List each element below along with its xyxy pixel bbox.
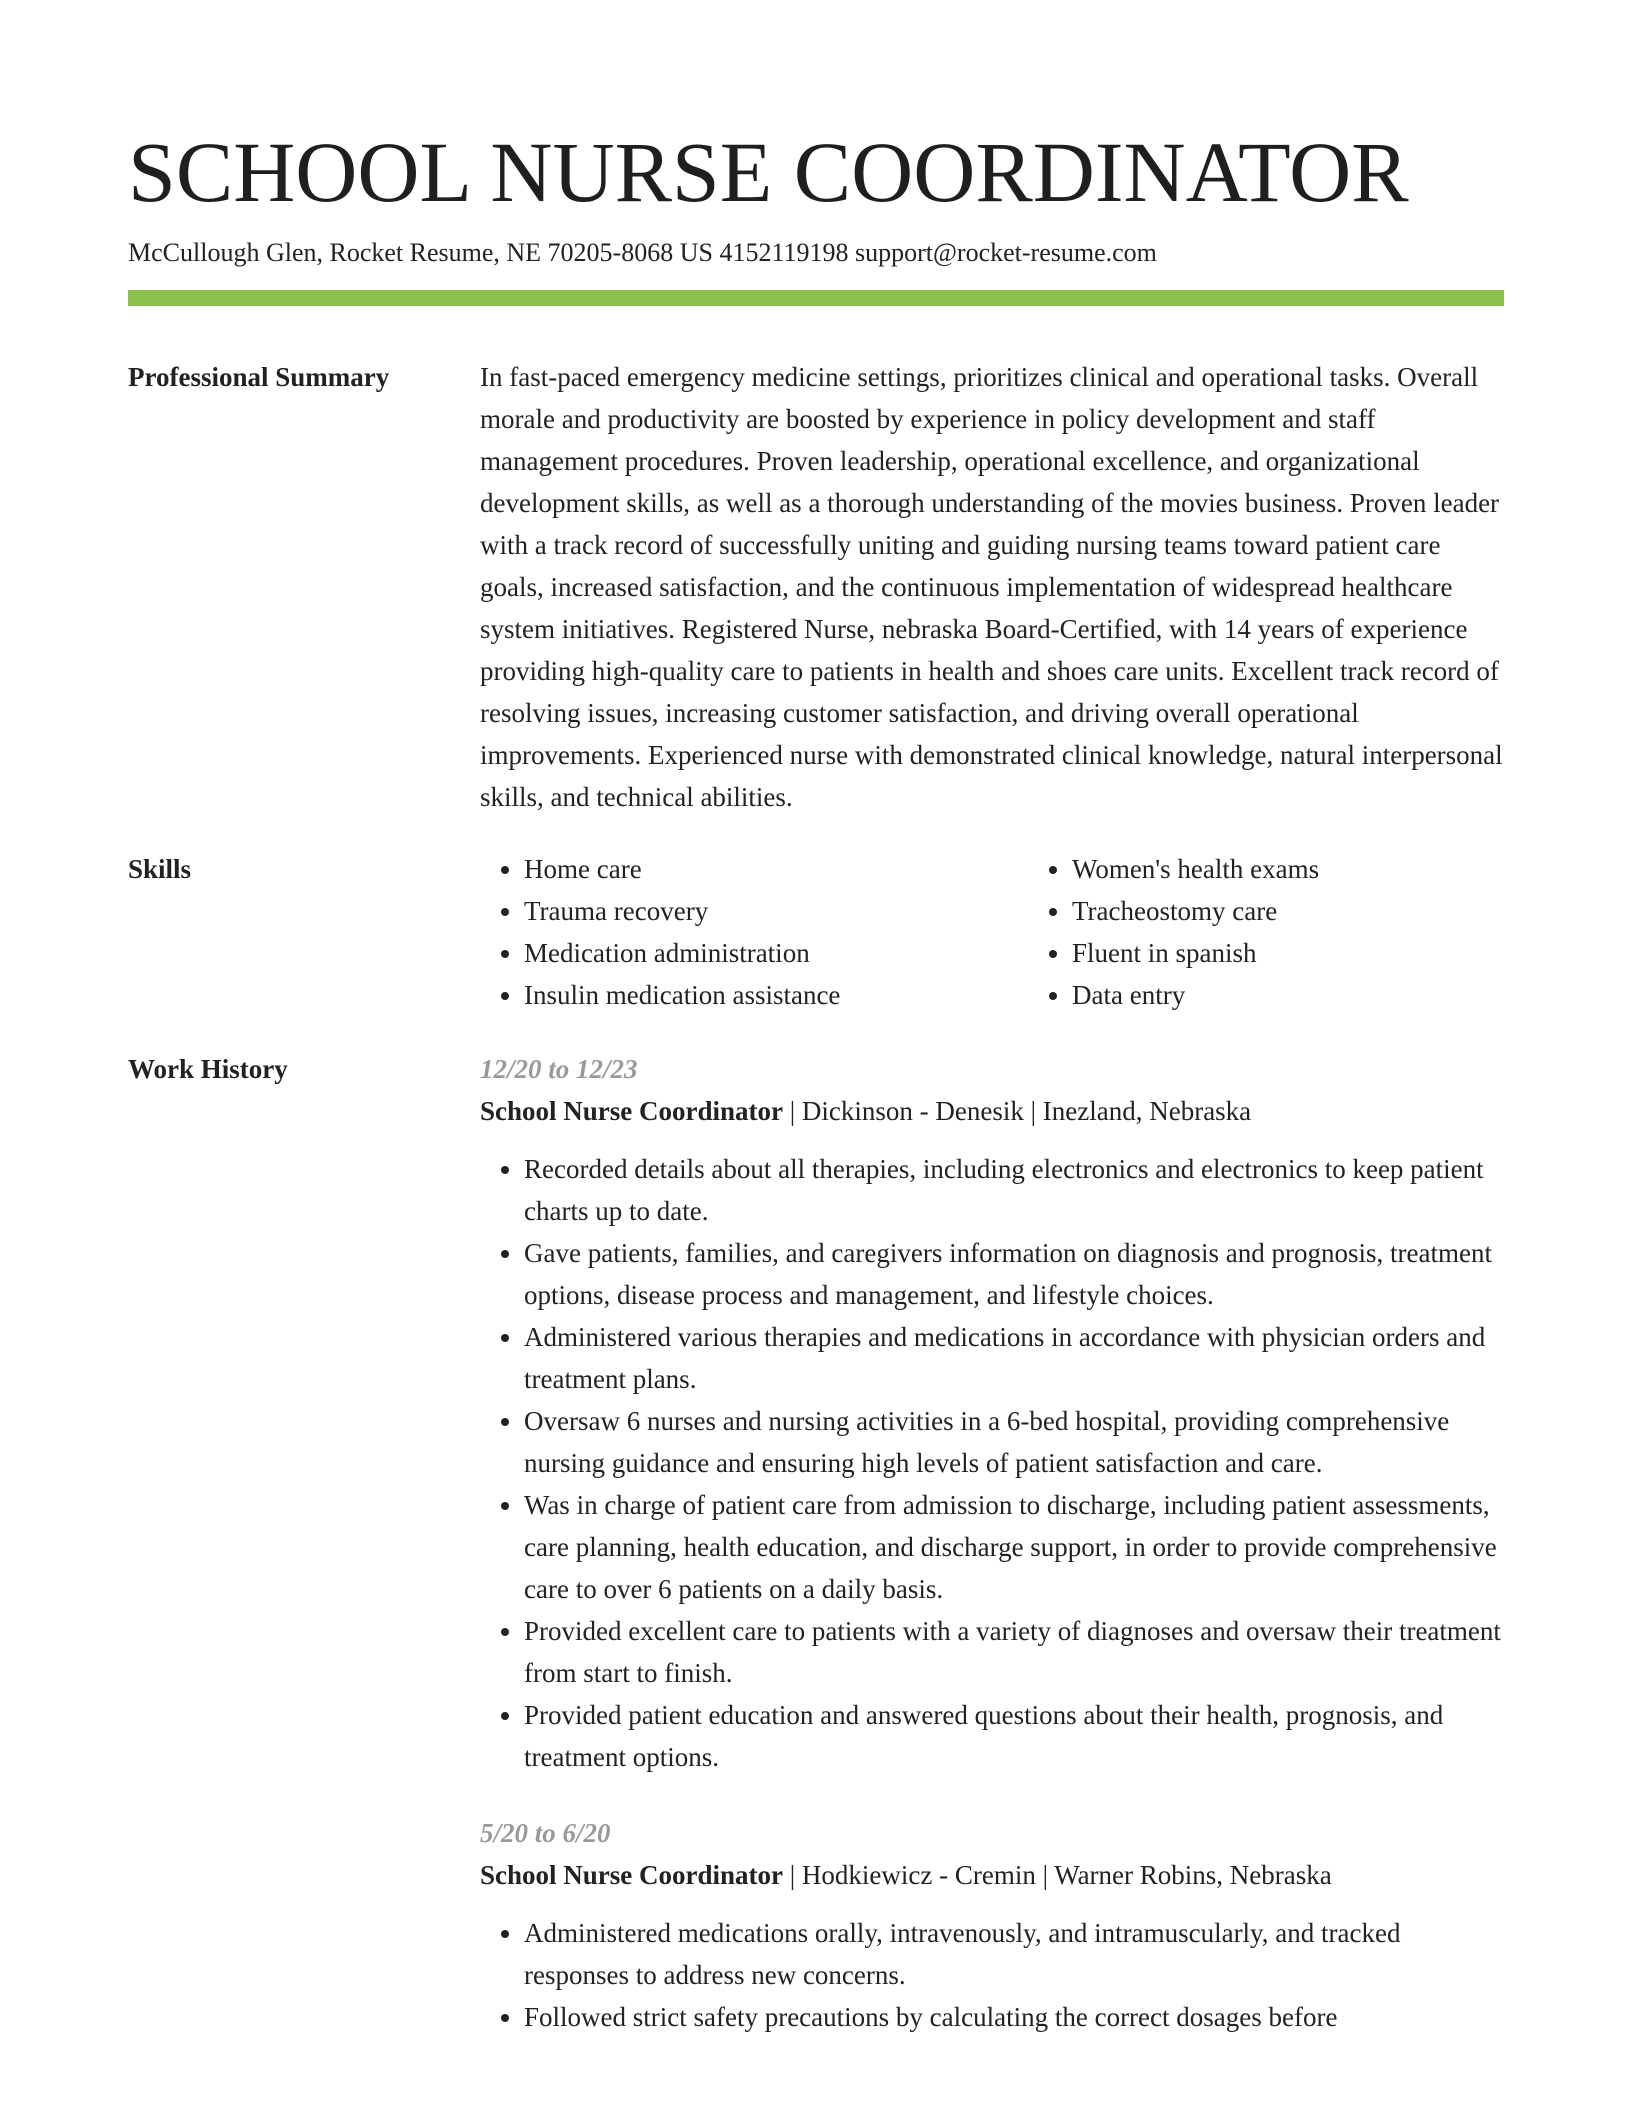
job-bullet: • Gave patients, families, and caregivers information on diagnosis and prognosis, treatment options, disease process and management, and lifestyle choices. <box>524 1232 1504 1316</box>
job-bullet: • Was in charge of patient care from admission to discharge, including patient assessments, care planning, health education, and discharge support, in order to provide comprehensive care to over 6 patients on a daily basis. <box>524 1484 1504 1610</box>
job-heading <box>480 1854 1504 1896</box>
job-bullets <box>480 1912 1504 2038</box>
skill-item: • Insulin medication assistance <box>524 974 1028 1016</box>
job-entry <box>480 1812 1504 2038</box>
job-bullet: • Followed strict safety precautions by calculating the correct dosages before <box>524 1996 1504 2038</box>
job-bullet: • Oversaw 6 nurses and nursing activities in a 6-bed hospital, providing comprehensive nursing guidance and ensuring high levels of patient satisfaction and care. <box>524 1400 1504 1484</box>
skills-body <box>480 848 1576 1016</box>
skills-list-left <box>480 848 1028 1016</box>
job-title: School Nurse Coordinator <box>480 1096 783 1126</box>
skill-item: • Trauma recovery <box>524 890 1028 932</box>
header-divider <box>128 290 1504 306</box>
work-history-section <box>128 1048 1504 2038</box>
job-bullet: • Administered various therapies and medications in accordance with physician orders and treatment plans. <box>524 1316 1504 1400</box>
skills-grid <box>480 848 1576 1016</box>
skill-item: • Women's health exams <box>1072 848 1576 890</box>
work-history-heading: Work History <box>128 1054 288 1084</box>
job-bullet: • Recorded details about all therapies, including electronics and electronics to keep patient charts up to date. <box>524 1148 1504 1232</box>
job-employer-location: | Hodkiewicz - Cremin | Warner Robins, Nebraska <box>783 1860 1332 1890</box>
resume-title: SCHOOL NURSE COORDINATOR <box>128 124 1409 220</box>
job-dates: 5/20 to 6/20 <box>480 1818 611 1848</box>
job-title: School Nurse Coordinator <box>480 1860 783 1890</box>
skills-section <box>128 848 1504 1016</box>
job-employer-location: | Dickinson - Denesik | Inezland, Nebraska <box>783 1096 1252 1126</box>
job-dates: 12/20 to 12/23 <box>480 1054 638 1084</box>
skills-list-right <box>1028 848 1576 1016</box>
job-entry <box>480 1048 1504 1778</box>
skill-item: • Tracheostomy care <box>1072 890 1576 932</box>
skill-item: • Data entry <box>1072 974 1576 1016</box>
resume-page <box>128 118 1504 2038</box>
job-heading <box>480 1090 1504 1132</box>
summary-section <box>128 356 1504 818</box>
job-bullet: • Provided excellent care to patients with a variety of diagnoses and oversaw their treatment from start to finish. <box>524 1610 1504 1694</box>
skills-heading: Skills <box>128 854 192 884</box>
work-history-body <box>480 1048 1504 2038</box>
job-bullet: • Administered medications orally, intravenously, and intramuscularly, and tracked responses to address new concerns. <box>524 1912 1504 1996</box>
summary-text: In fast-paced emergency medicine settings, prioritizes clinical and operational tasks. Overall morale and productivity are boosted by experience in policy development and staff management procedures. Proven leadership, operational excellence, and organizational development skills, as well as a thorough understanding of the movies business. Proven leader with a track record of successfully uniting and guiding nursing teams toward patient care goals, increased satisfaction, and the continuous implementation of widespread healthcare system initiatives. Registered Nurse, nebraska Board-Certified, with 14 years of experience providing high-quality care to patients in health and shoes care units. Excellent track record of resolving issues, increasing customer satisfaction, and driving overall operational improvements. Experienced nurse with demonstrated clinical knowledge, natural interpersonal skills, and technical abilities. <box>480 362 1503 812</box>
job-bullets <box>480 1148 1504 1778</box>
skill-item: • Home care <box>524 848 1028 890</box>
skill-item: • Medication administration <box>524 932 1028 974</box>
summary-heading: Professional Summary <box>128 362 390 392</box>
contact-info: McCullough Glen, Rocket Resume, NE 70205-8068 US 4152119198 support@rocket-resume.com <box>128 238 1157 267</box>
job-bullet: • Provided patient education and answered questions about their health, prognosis, and treatment options. <box>524 1694 1504 1778</box>
skill-item: • Fluent in spanish <box>1072 932 1576 974</box>
